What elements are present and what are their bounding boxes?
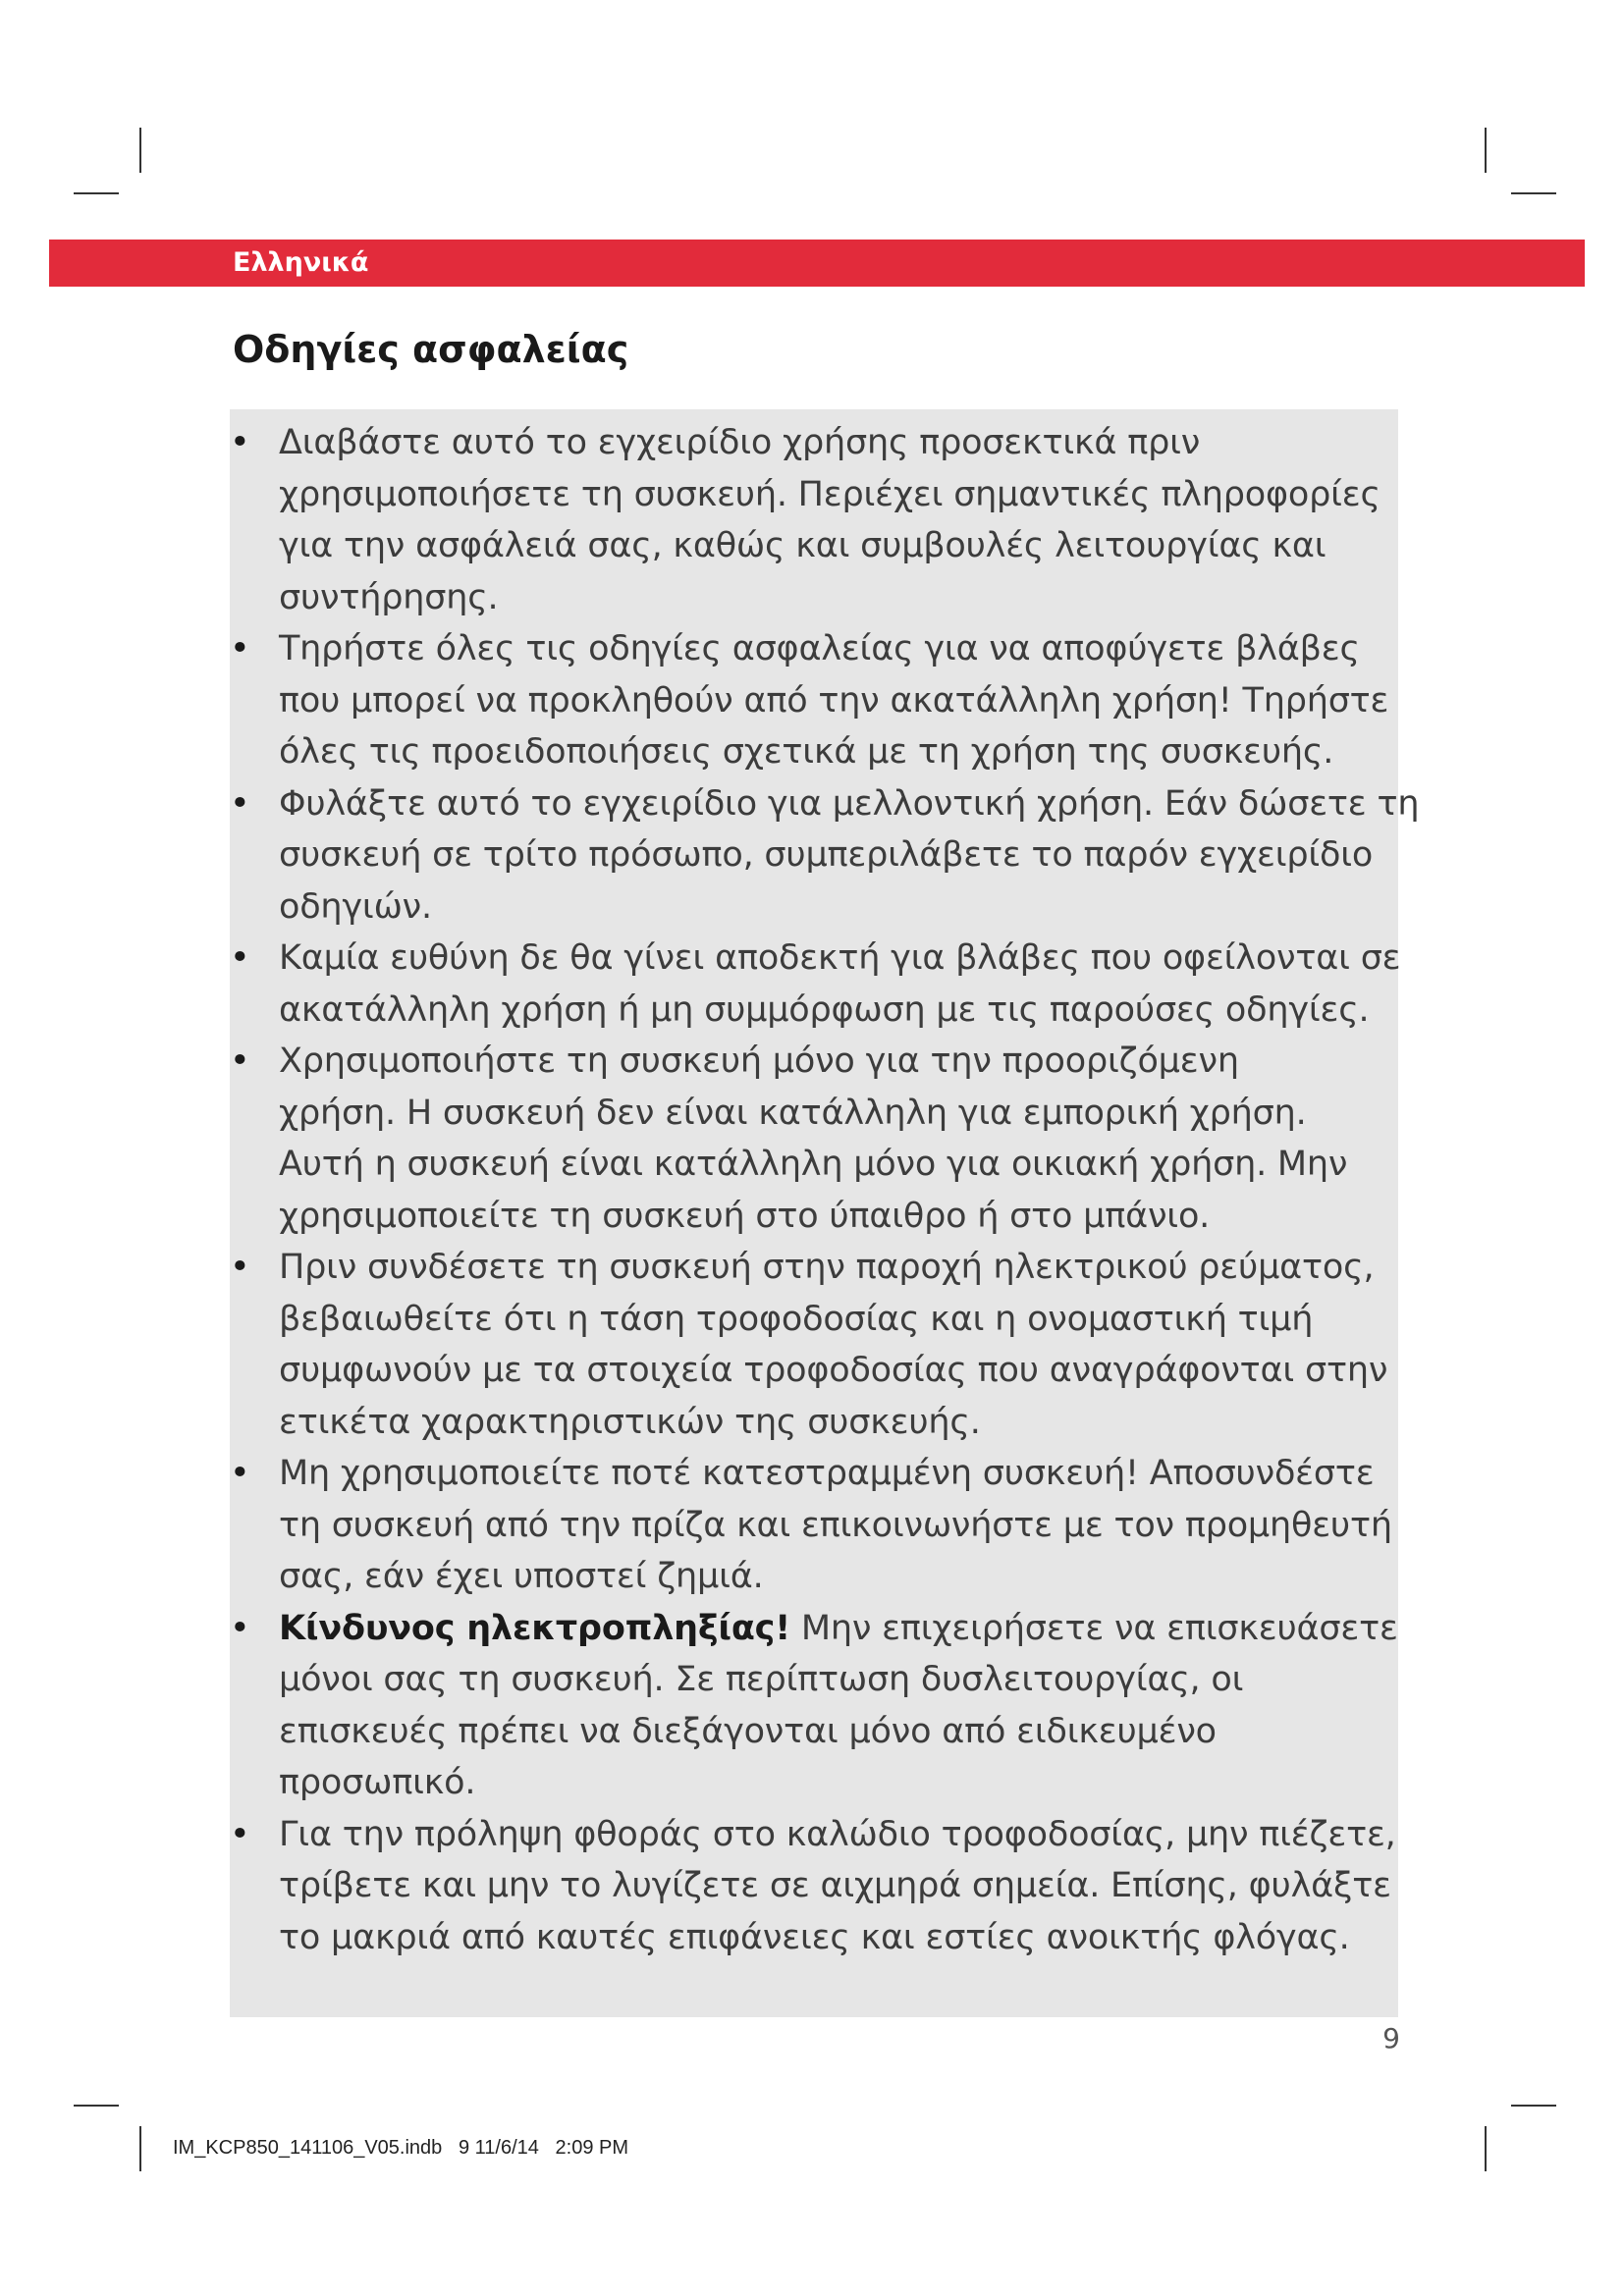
safety-item-electric-shock [230,1603,1447,1809]
safety-item-keep-manual [230,778,1447,934]
safety-instructions-list [230,417,1447,1963]
safety-item-text: Πριν συνδέσετε τη συσκευή στην παροχή ηλεκτρικού ρεύματος, βεβαιωθείτε ότι η τάση τροφοδοσίας και η ονομαστική τιμή συμφωνούν με τα στοιχεία τροφοδοσίας που αναγράφονται στην ετικέτα χαρακτηριστικών της συσκευής. [279,1248,1388,1442]
electric-shock-warning: Κίνδυνος ηλεκτροπληξίας! [279,1608,790,1648]
safety-item-text: Μη χρησιμοποιείτε ποτέ κατεστραμμένη συσκευή! Αποσυνδέστε τη συσκευή από την πρίζα και επικοινωνήστε με τον προμηθευτή σας, εάν έχει υποστεί ζημιά. [279,1454,1392,1596]
bullet-icon: • [230,1041,250,1081]
crop-mark-top-right-horizontal [1511,192,1556,194]
crop-mark-bottom-right-horizontal [1511,2105,1556,2107]
bullet-icon: • [230,783,250,824]
safety-item-damaged-appliance [230,1448,1447,1603]
safety-item-read-manual [230,417,1447,623]
crop-mark-bottom-right-vertical [1485,2126,1487,2171]
bullet-icon: • [230,629,250,668]
safety-item-text: Καμία ευθύνη δε θα γίνει αποδεκτή για βλάβες που οφείλονται σε ακατάλληλη χρήση ή μη συμμόρφωση με τις παρούσες οδηγίες. [279,938,1401,1030]
safety-item-follow-instructions [230,623,1447,778]
language-banner [49,240,1585,287]
safety-item-text: Τηρήστε όλες τις οδηγίες ασφαλείας για να αποφύγετε βλάβες που μπορεί να προκληθούν από την ακατάλληλη χρήση! Τηρήστε όλες τις προειδοποιήσεις σχετικά με τη χρήση της συσκευής. [279,629,1389,772]
print-slug: IM_KCP850_141106_V05.indb 9 11/6/14 2:09 PM [173,2137,629,2159]
crop-mark-top-right-vertical [1485,128,1487,173]
crop-mark-top-left-horizontal [74,192,119,194]
safety-item-liability [230,933,1447,1036]
page-number: 9 [1382,2022,1400,2055]
safety-item-text: Για την πρόληψη φθοράς στο καλώδιο τροφοδοσίας, μην πιέζετε, τρίβετε και μην το λυγίζετε σε αιχμηρά σημεία. Επίσης, φυλάξτε το μακριά από καυτές επιφάνειες και εστίες ανοικτής φλόγας. [279,1814,1396,1957]
crop-mark-bottom-left-vertical [139,2126,141,2171]
crop-mark-bottom-left-horizontal [74,2105,119,2107]
safety-item-text: Φυλάξτε αυτό το εγχειρίδιο για μελλοντική χρήση. Εάν δώσετε τη συσκευή σε τρίτο πρόσωπο, συμπεριλάβετε το παρόν εγχειρίδιο οδηγιών. [279,783,1420,927]
safety-item-text: Μην επιχειρήσετε να επισκευάσετε μόνοι σας τη συσκευή. Σε περίπτωση δυσλειτουργίας, οι επισκευές πρέπει να διεξάγονται μόνο από ειδικευμένο προσωπικό. [279,1608,1398,1802]
bullet-icon: • [230,1248,250,1287]
safety-item-text: Διαβάστε αυτό το εγχειρίδιο χρήσης προσεκτικά πριν χρησιμοποιήσετε τη συσκευή. Περιέχει σημαντικές πληροφορίες για την ασφάλειά σας, καθώς και συμβουλές λειτουργίας και συντήρησης. [279,423,1380,617]
language-label: Ελληνικά [233,247,369,278]
bullet-icon: • [230,423,250,462]
bullet-icon: • [230,1608,250,1648]
bullet-icon: • [230,1814,250,1854]
crop-mark-top-left-vertical [139,128,141,173]
bullet-icon: • [230,938,250,978]
section-title: Οδηγίες ασφαλείας [233,328,629,371]
safety-item-power-cord [230,1809,1447,1964]
safety-item-text: Χρησιμοποιήστε τη συσκευή μόνο για την προοριζόμενη χρήση. Η συσκευή δεν είναι κατάλληλη για εμπορική χρήση. Αυτή η συσκευή είναι κατάλληλη μόνο για οικιακή χρήση. Μην χρησιμοποιείτε τη συσκευή στο ύπαιθρο ή στο μπάνιο. [279,1041,1348,1236]
bullet-icon: • [230,1454,250,1493]
safety-item-check-voltage [230,1242,1447,1448]
safety-item-intended-use [230,1036,1447,1242]
